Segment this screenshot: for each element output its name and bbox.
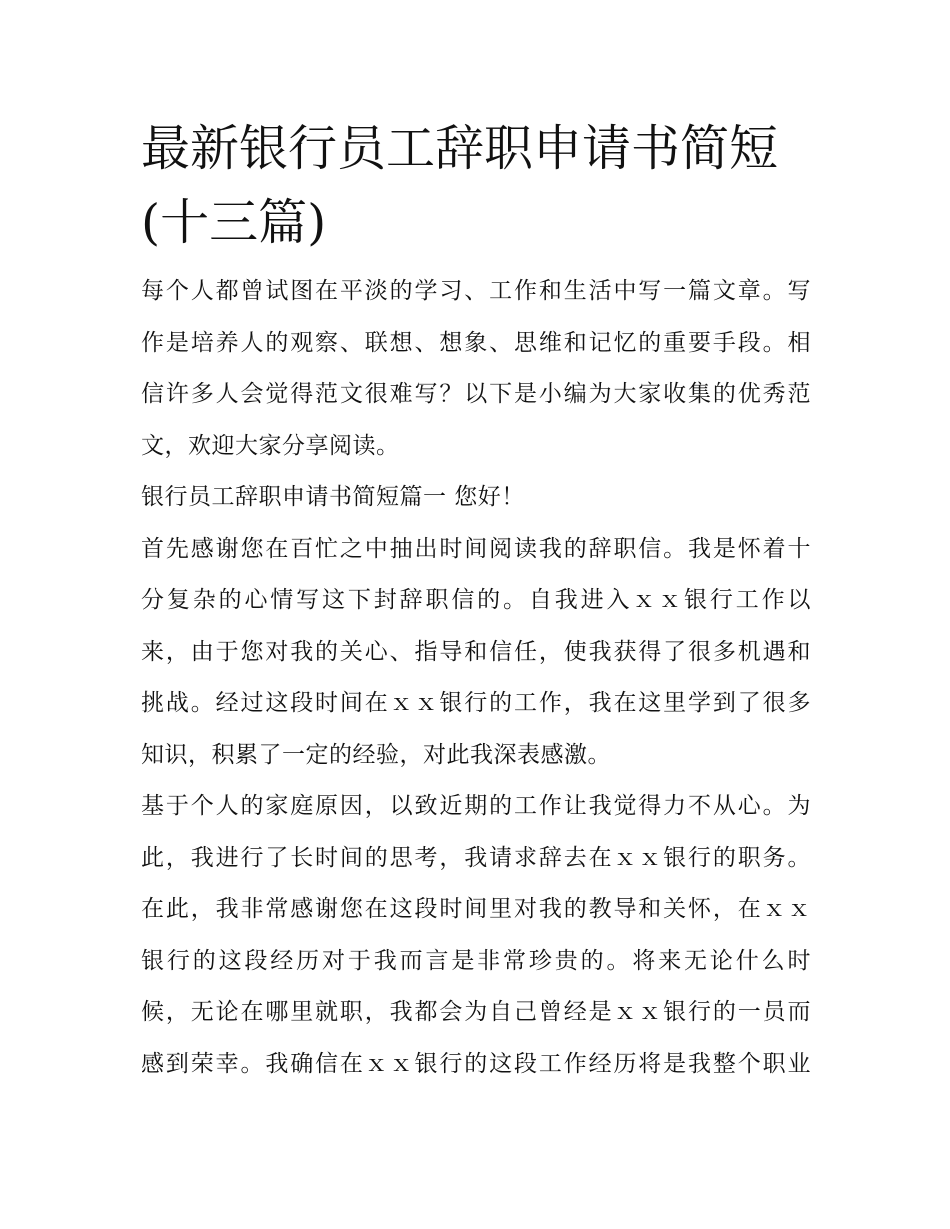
text-line: 文，欢迎大家分享阅读。 — [141, 432, 400, 459]
text-line: 分复杂的心情写这下封辞职信的。自我进入ｘｘ银行工作以 — [141, 587, 811, 613]
text-line: 感到荣幸。我确信在ｘｘ银行的这段工作经历将是我整个职业 — [141, 1050, 811, 1077]
text-line: 作是培养人的观察、联想、想象、思维和记忆的重要手段。相 — [141, 329, 811, 356]
text-line: 首先感谢您在百忙之中抽出时间阅读我的辞职信。我是怀着十 — [141, 535, 811, 562]
title-line: (十三篇) — [141, 194, 327, 251]
text-line: 挑战。经过这段时间在ｘｘ银行的工作，我在这里学到了很多 — [141, 690, 811, 716]
text-line: 银行员工辞职申请书简短篇一 您好！ — [141, 484, 525, 510]
document-body — [141, 112, 811, 1090]
text-line: 在此，我非常感谢您在这段时间里对我的教导和关怀，在ｘｘ — [141, 896, 811, 922]
title-line: 最新银行员工辞职申请书简短 — [141, 120, 779, 177]
intro-paragraph — [141, 266, 811, 472]
text-line: 此，我进行了长时间的思考，我请求辞去在ｘｘ银行的职务。 — [141, 844, 811, 871]
text-line: 候，无论在哪里就职，我都会为自己曾经是ｘｘ银行的一员而 — [141, 999, 811, 1025]
text-line: 银行的这段经历对于我而言是非常珍贵的。将来无论什么时 — [141, 947, 811, 974]
text-line: 基于个人的家庭原因，以致近期的工作让我觉得力不从心。为 — [141, 793, 811, 819]
body-paragraph — [141, 781, 811, 1090]
body-paragraph — [141, 524, 811, 782]
text-line: 知识，积累了一定的经验，对此我深表感激。 — [141, 741, 611, 768]
document-title — [141, 112, 811, 260]
section-heading-paragraph — [141, 472, 811, 524]
text-line: 每个人都曾试图在平淡的学习、工作和生活中写一篇文章。写 — [141, 278, 811, 304]
text-line: 信许多人会觉得范文很难写？以下是小编为大家收集的优秀范 — [141, 381, 811, 407]
text-line: 来，由于您对我的关心、指导和信任，使我获得了很多机遇和 — [141, 638, 811, 665]
